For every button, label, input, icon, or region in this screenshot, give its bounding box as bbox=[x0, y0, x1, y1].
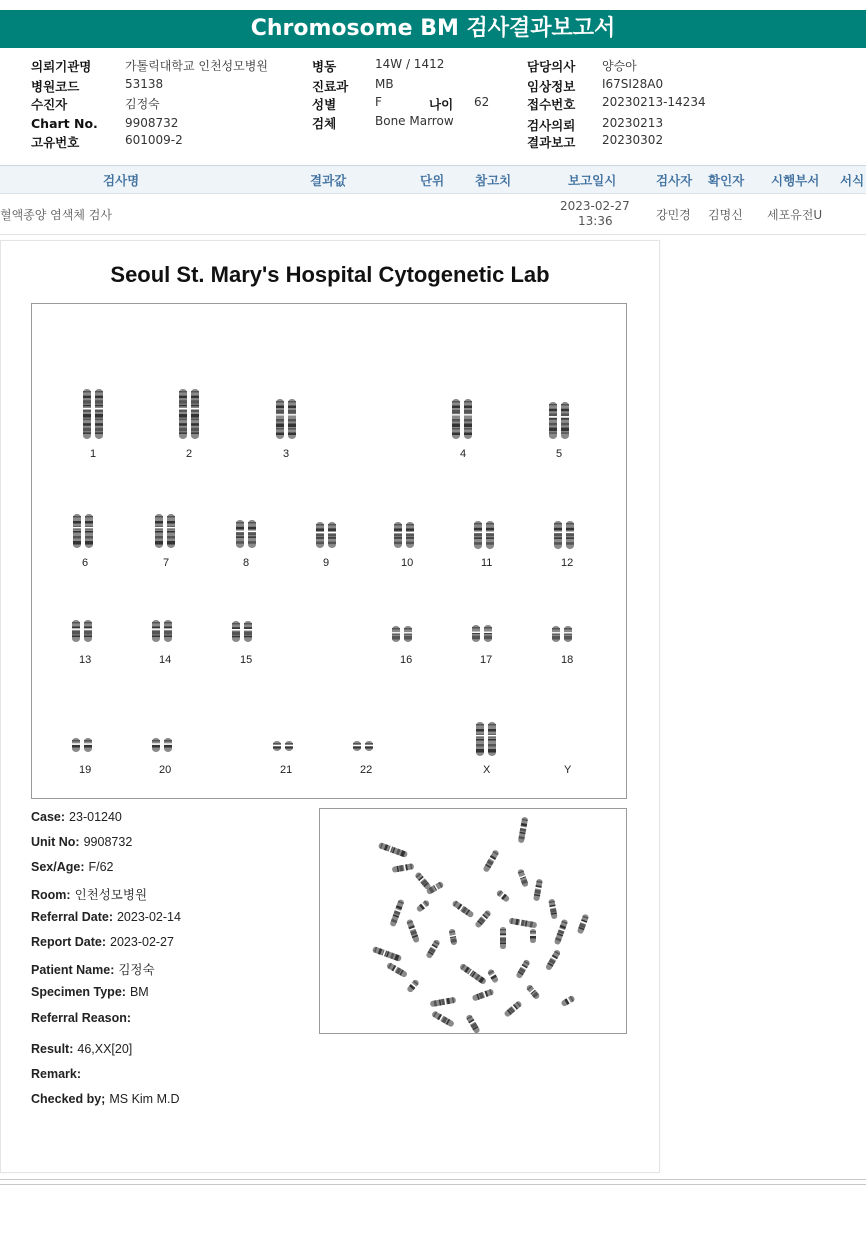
chrom-label-14: 14 bbox=[159, 654, 172, 666]
report-date-line: Report Date: 2023-02-27 bbox=[31, 935, 174, 949]
chrom-label-10: 10 bbox=[401, 557, 414, 569]
lab-title: Seoul St. Mary's Hospital Cytogenetic Lab bbox=[110, 262, 550, 287]
report-time-cell: 13:36 bbox=[578, 214, 613, 228]
chrom-label-8: 8 bbox=[243, 557, 250, 569]
chrom-label-y: Y bbox=[564, 764, 572, 776]
age-value: 62 bbox=[474, 95, 490, 109]
request-date-value: 20230213 bbox=[602, 116, 664, 130]
col-format[interactable]: 서식 bbox=[840, 173, 865, 188]
col-report-date[interactable]: 보고일시 bbox=[568, 173, 617, 188]
page-footer-divider bbox=[0, 1179, 866, 1185]
specimen-label: 검체 bbox=[312, 116, 337, 131]
chrom-label-7: 7 bbox=[163, 557, 170, 569]
sex-value: F bbox=[375, 95, 382, 109]
remark-line: Remark: bbox=[31, 1067, 82, 1081]
chrom-label-15: 15 bbox=[240, 654, 253, 666]
doctor-value: 양승아 bbox=[602, 59, 637, 73]
referral-reason-line: Referral Reason: bbox=[31, 1011, 132, 1025]
karyogram-image bbox=[31, 303, 627, 799]
karyogram-chromosomes bbox=[32, 304, 626, 798]
col-department[interactable]: 시행부서 bbox=[771, 173, 820, 188]
chrom-label-17: 17 bbox=[480, 654, 493, 666]
chart-no-value: 9908732 bbox=[125, 116, 179, 130]
department-value: MB bbox=[375, 77, 394, 91]
chrom-label-9: 9 bbox=[323, 557, 330, 569]
institution-value: 가톨릭대학교 인천성모병원 bbox=[125, 59, 268, 73]
col-test-name[interactable]: 검사명 bbox=[103, 173, 140, 188]
case-line: Case: 23-01240 bbox=[31, 810, 122, 824]
result-date-label: 결과보고 bbox=[527, 135, 576, 150]
ward-label: 병동 bbox=[312, 59, 337, 74]
metaphase-spread bbox=[320, 809, 626, 1033]
result-line: Result: 46,XX[20] bbox=[31, 1042, 133, 1056]
chrom-label-19: 19 bbox=[79, 764, 92, 776]
room-line: Room: 인천성모병원 bbox=[31, 888, 148, 902]
col-tester[interactable]: 검사자 bbox=[656, 173, 693, 188]
unit-no-line: Unit No: 9908732 bbox=[31, 835, 133, 849]
hospital-code-label: 병원코드 bbox=[31, 79, 80, 94]
chrom-label-12: 12 bbox=[561, 557, 574, 569]
results-table-header bbox=[0, 165, 866, 194]
referral-date-line: Referral Date: 2023-02-14 bbox=[31, 910, 181, 924]
doctor-label: 담당의사 bbox=[527, 59, 576, 74]
chrom-label-x: X bbox=[483, 764, 491, 776]
receipt-no-value: 20230213-14234 bbox=[602, 95, 706, 109]
chrom-label-3: 3 bbox=[283, 448, 290, 460]
checked-by-line: Checked by; MS Kim M.D bbox=[31, 1092, 180, 1106]
clinical-info-label: 임상정보 bbox=[527, 79, 576, 94]
col-unit[interactable]: 단위 bbox=[420, 173, 445, 188]
department-cell: 세포유전U bbox=[767, 208, 823, 222]
unique-id-label: 고유번호 bbox=[31, 135, 80, 150]
clinical-info-value: I67SI28A0 bbox=[602, 77, 664, 91]
row-divider bbox=[0, 234, 866, 235]
unique-id-value: 601009-2 bbox=[125, 133, 183, 147]
test-name-cell: 혈액종양 염색체 검사 bbox=[0, 208, 112, 222]
department-label: 진료과 bbox=[312, 79, 349, 94]
patient-name-value: 김정숙 bbox=[125, 97, 160, 111]
hospital-code-value: 53138 bbox=[125, 77, 164, 91]
patient-name-line: Patient Name: 김정숙 bbox=[31, 963, 155, 977]
request-date-label: 검사의뢰 bbox=[527, 118, 576, 133]
chrom-label-4: 4 bbox=[460, 448, 467, 460]
institution-label: 의뢰기관명 bbox=[31, 59, 92, 74]
patient-name-label: 수진자 bbox=[31, 97, 68, 112]
age-label: 나이 bbox=[429, 97, 454, 112]
chrom-label-13: 13 bbox=[79, 654, 92, 666]
confirmer-cell: 김명신 bbox=[708, 208, 743, 222]
report-date-cell: 2023-02-27 bbox=[560, 199, 630, 213]
specimen-type-line: Specimen Type: BM bbox=[31, 985, 149, 999]
ward-value: 14W / 1412 bbox=[375, 57, 445, 71]
chart-no-label: Chart No. bbox=[31, 116, 98, 131]
chrom-label-22: 22 bbox=[360, 764, 373, 776]
chrom-label-18: 18 bbox=[561, 654, 574, 666]
chrom-label-1: 1 bbox=[90, 448, 97, 460]
receipt-no-label: 접수번호 bbox=[527, 97, 576, 112]
sex-age-line: Sex/Age: F/62 bbox=[31, 860, 114, 874]
chrom-label-11: 11 bbox=[481, 557, 493, 569]
metaphase-image bbox=[319, 808, 627, 1034]
result-date-value: 20230302 bbox=[602, 133, 664, 147]
col-result[interactable]: 결과값 bbox=[310, 173, 347, 188]
chrom-label-6: 6 bbox=[82, 557, 89, 569]
chrom-label-5: 5 bbox=[556, 448, 563, 460]
chrom-label-21: 21 bbox=[280, 764, 293, 776]
chrom-label-16: 16 bbox=[400, 654, 413, 666]
col-confirmer[interactable]: 확인자 bbox=[708, 173, 745, 188]
report-title: Chromosome BM 검사결과보고서 bbox=[0, 10, 866, 48]
col-reference[interactable]: 참고치 bbox=[475, 173, 512, 188]
sex-label: 성별 bbox=[312, 97, 337, 112]
chrom-label-20: 20 bbox=[159, 764, 172, 776]
specimen-value: Bone Marrow bbox=[375, 114, 454, 128]
chrom-label-2: 2 bbox=[186, 448, 193, 460]
tester-cell: 강민경 bbox=[656, 208, 691, 222]
